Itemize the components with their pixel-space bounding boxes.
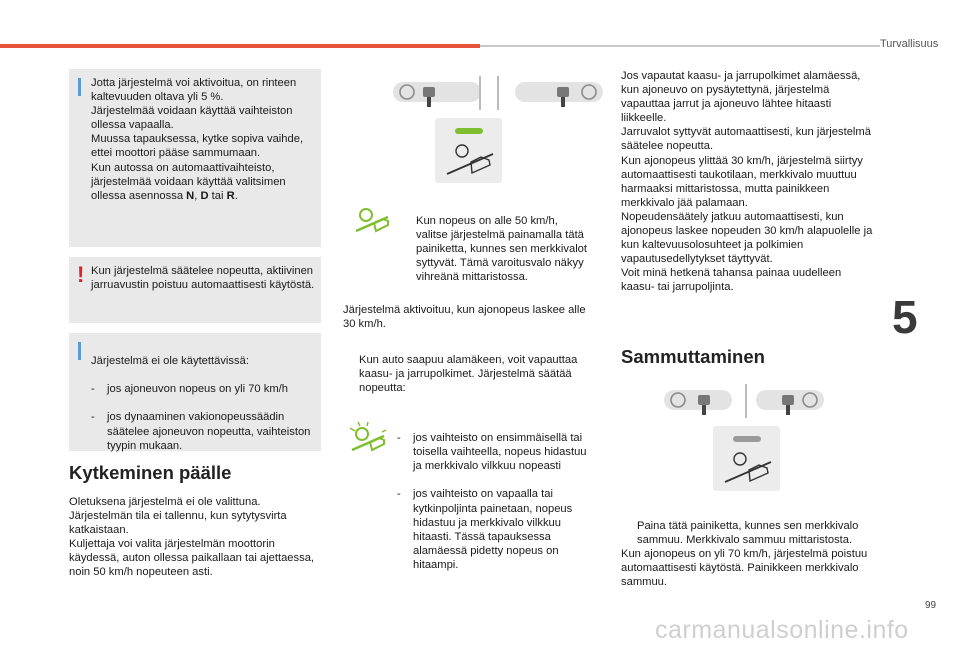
steering-wheel-diagram	[393, 76, 603, 110]
header-rule	[480, 45, 880, 47]
info-note-2-text	[91, 340, 316, 467]
list-item: - jos vaihteisto on vapaalla tai kytkinpoljinta painetaan, nopeus hidastuu ja merkkivalo vilkkuu hitaasti. Tässä tapauksessa alamäessä pidetty nopeus on hitaampi.	[397, 488, 573, 571]
info-icon	[78, 342, 81, 360]
warning-note	[69, 257, 321, 323]
hill-descent-indicator-flashing	[346, 420, 390, 456]
steering-wheel-diagram-2	[664, 384, 824, 418]
hill-descent-indicator-green	[352, 205, 392, 235]
warning-note-text: Kun järjestelmä säätelee nopeutta, aktiivinen jarruavustin poistuu automaattisesti käytöstä.	[91, 265, 315, 292]
step-2: Kun auto saapuu alamäkeen, voit vapauttaa kaasu- ja jarrupolkimet. Järjestelmä säätää nopeutta:	[359, 354, 578, 395]
warning-icon: !	[77, 262, 85, 287]
info-note-1	[69, 69, 321, 247]
chapter-number: 5	[892, 291, 918, 343]
step-1: Kun nopeus on alle 50 km/h, valitse järjestelmä painamalla tätä painiketta, kunnes sen merkkivalot syttyvät. Tämä varoitusvalo näkyy vihreänä mittaristossa.	[416, 215, 588, 284]
list-item: - jos ajoneuvon nopeus on yli 70 km/h	[91, 383, 288, 396]
watermark: carmanualsonline.info	[655, 616, 909, 644]
heading-kytkeminen: Kytkeminen päälle	[69, 462, 232, 483]
heading-sammuttaminen: Sammuttaminen	[621, 346, 765, 367]
activated-text: Järjestelmä aktivoituu, kun ajonopeus laskee alle 30 km/h.	[343, 304, 586, 331]
list-item: - jos dynaaminen vakionopeussäädin säätelee ajoneuvon nopeutta, vaihteiston tyypin mukaan.	[91, 411, 311, 452]
off-step: Paina tätä painiketta, kunnes sen merkkivalo sammuu. Merkkivalo sammuu mittaristosta.	[637, 520, 859, 547]
kytkeminen-body: Oletuksena järjestelmä ei ole valittuna. Järjestelmän tila ei tallennu, kun sytytysvirta katkaistaan. Kuljettaja voi valita järjestelmän moottorin käydessä, auton ollessa paikallaan tai ajettaessa, noin 50 km/h nopeuteen asti.	[69, 496, 315, 579]
hill-descent-button-diagram	[435, 118, 502, 183]
section-title: Turvallisuus	[880, 38, 939, 50]
info-note-2	[69, 333, 321, 451]
hill-descent-button-off-diagram	[713, 426, 780, 491]
list-item: - jos vaihteisto on ensimmäisellä tai toisella vaihteella, nopeus hidastuu ja merkkivalo vilkkuu nopeasti	[397, 432, 587, 473]
info-note-2-intro: Järjestelmä ei ole käytettävissä:	[91, 355, 249, 368]
right-body: Jos vapautat kaasu- ja jarrupolkimet alamäessä, kun ajoneuvo on pysäytettynä, järjestelmä vapauttaa jarrut ja ajoneuvo lähtee hitaasti liikkeelle. Jarruvalot syttyvät automaattisesti, kun järjestelmä säätelee nopeutta. Kun ajonopeus ylittää 30 km/h, järjestelmä siirtyy automaattisesti taukotilaan, merkkivalo muuttuu harmaaksi mittaristossa, mutta painikkeen merkkivalo jää palamaan. Nopeudensäätely jatkuu automaattisesti, kun ajonopeus laskee nopeuden 30 km/h alapuolelle ja kun kaltevuusolosuhteet ja polkimien vapautusedellytykset täyttyvät. Voit minä hetkenä tahansa painaa uudelleen kaasu- tai jarrupoljinta.	[621, 70, 873, 294]
cases-list	[397, 417, 592, 586]
info-icon	[78, 78, 81, 96]
off-body: Kun ajonopeus on yli 70 km/h, järjestelmä poistuu automaattisesti käytöstä. Painikkeen merkkivalo sammuu.	[621, 548, 868, 589]
header-accent-bar	[0, 44, 480, 48]
page-number: 99	[925, 600, 937, 611]
info-note-1-text: Jotta järjestelmä voi aktivoitua, on rinteen kaltevuuden oltava yli 5 %. Järjestelmää voidaan käyttää vaihteiston ollessa vapaalla. Muussa tapauksessa, kytke sopiva vaihde, ettei moottori pääse sammumaan. Kun autossa on automaattivaihteisto, järjestelmää voidaan käyttää valitsimen ollessa asennossa N, D tai R.	[91, 77, 304, 202]
